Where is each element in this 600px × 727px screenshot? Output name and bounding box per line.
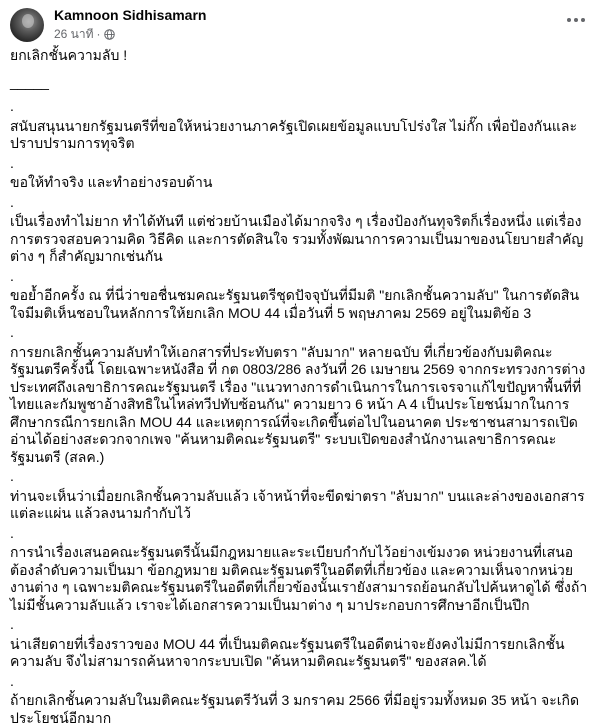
post-header xyxy=(0,0,600,46)
post-dot: . xyxy=(10,98,14,114)
meta-separator: · xyxy=(96,27,101,41)
more-horizontal-icon[interactable] xyxy=(562,10,590,30)
post-dot: . xyxy=(10,672,14,689)
post-divider: _____ xyxy=(10,73,49,90)
post-paragraph: ขอย้ำอีกครั้ง ณ ที่นี่ว่าขอชื่นชมคณะรัฐมนตรีชุดปัจจุบันที่มีมติ "ยกเลิกชั้นความลับ" ในการตัดสินใจมีมติเห็นชอบในหลักการให้ยกเลิก MOU 44 เมื่อวันที่ 5 พฤษภาคม 2569 อยู่ในมติข้อ 3 xyxy=(10,287,580,321)
globe-icon[interactable] xyxy=(104,29,115,40)
post-dot: . xyxy=(10,616,14,632)
post-dot: . xyxy=(10,154,14,171)
author-name[interactable]: Kamnoon Sidhisamarn xyxy=(54,7,207,23)
post-dot: . xyxy=(10,324,14,340)
post-dot: . xyxy=(10,193,14,210)
post-paragraph: สนับสนุนนายกรัฐมนตรีที่ขอให้หน่วยงานภาครัฐเปิดเผยข้อมูลแบบโปร่งใส ไม่กั๊ก เพื่อป้องกันและปราบปรามการทุจริต xyxy=(10,117,577,151)
post-paragraph: ขอให้ทำจริง และทำอย่างรอบด้าน xyxy=(10,174,213,190)
post-paragraph: น่าเสียดายที่เรื่องราวของ MOU 44 ที่เป็นมติคณะรัฐมนตรีในอดีตน่าจะยังคงไม่มีการยกเลิกชั้นความลับ จึงไม่สามารถค้นหาจากระบบเปิด "ค้นหามติคณะรัฐมนตรี" ของสลค.ได้ xyxy=(10,635,565,669)
post-dot: . xyxy=(10,468,14,484)
post-paragraph: เป็นเรื่องทำไม่ยาก ทำได้ทันที แต่ช่วยบ้านเมืองได้มากจริง ๆ เรื่องป้องกันทุจริตก็เรื่องหนึ่ง แต่เรื่องการตรวจสอบความคิด วิธีคิด และการตัดสินใจ รวมทั้งพัฒนาการความเป็นมาของนโยบายสำคัญต่าง ๆ ก็สำคัญมากเช่นกัน xyxy=(10,213,584,264)
post-headline: ยกเลิกชั้นความลับ ! xyxy=(10,47,128,63)
avatar[interactable] xyxy=(10,8,44,42)
post-meta xyxy=(54,27,115,41)
post-dot: . xyxy=(10,267,14,284)
post-paragraph: การนำเรื่องเสนอคณะรัฐมนตรีนั้นมีกฎหมายและระเบียบกำกับไว้อย่างเข้มงวด หน่วยงานที่เสนอต้องลำดับความเป็นมา ข้อกฎหมาย มติคณะรัฐมนตรีในอดีตที่เกี่ยวข้อง และความเห็นจากหน่วยงานต่าง ๆ เฉพาะมติคณะรัฐมนตรีในอดีตที่เกี่ยวข้องนั้นเรายังสามารถย้อนกลับไปค้นหาดูได้ ซึ่งถ้าไม่มีชั้นความลับแล้ว เราจะได้เอกสารความเป็นมาต่าง ๆ มาประกอบการศึกษาอีกเป็นปึก xyxy=(10,544,588,613)
post-timestamp[interactable]: 26 นาที xyxy=(54,26,94,41)
post-paragraph: การยกเลิกชั้นความลับทำให้เอกสารที่ประทับตรา "ลับมาก" หลายฉบับ ที่เกี่ยวข้องกับมติคณะรัฐมนตรีครั้งนี้ โดยเฉพาะหนังสือ ที่ กต 0803/286 ลงวันที่ 26 เมษายน 2569 จากกระทรวงการต่างประเทศถึงเลขาธิการคณะรัฐมนตรี เรื่อง "แนวทางการดำเนินการในการเจรจาแก้ไขปัญหาพื้นที่ที่ไทยและกัมพูชาอ้างสิทธิในไหล่ทวีปทับซ้อนกัน" ความยาว 6 หน้า A 4 เป็นประโยชน์มากในการศึกษากรณีการยกเลิก MOU 44 และเหตุการณ์ที่จะเกิดขึ้นต่อไปในอนาคต ประชาชนสามารถเปิดอ่านได้อย่างสะดวกจากเพจ "ค้นหามติคณะรัฐมนตรี" ระบบเปิดของสำนักงานเลขาธิการคณะรัฐมนตรี (สลค.) xyxy=(10,343,586,465)
post-paragraph: ท่านจะเห็นว่าเมื่อยกเลิกชั้นความลับแล้ว เจ้าหน้าที่จะขีดฆ่าตรา "ลับมาก" บนและล่างของเอกสารแต่ละแผ่น แล้วลงนามกำกับไว้ xyxy=(10,487,585,521)
post-paragraph: ถ้ายกเลิกชั้นความลับในมติคณะรัฐมนตรีวันที่ 3 มกราคม 2566 ที่มีอยู่รวมทั้งหมด 35 หน้า จะเกิดประโยชน์อีกมาก xyxy=(10,692,580,726)
post-body xyxy=(10,47,592,727)
post-dot: . xyxy=(10,524,14,541)
